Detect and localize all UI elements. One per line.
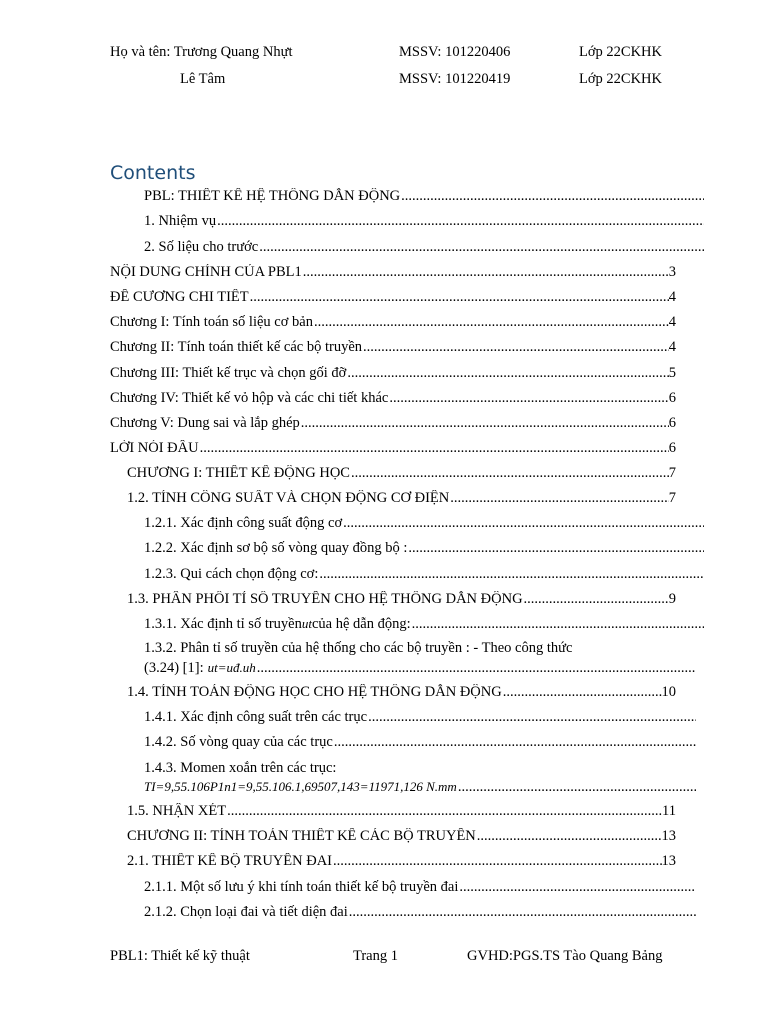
student-class-1: Lớp 22CKHK <box>579 44 662 60</box>
toc-entry[interactable]: Chương I: Tính toán số liệu cơ bản ..... 4 <box>110 314 676 335</box>
toc-entry[interactable]: 1.3.1. Xác định tỉ số truyền ut của hệ dẫn động: ..... <box>144 616 704 637</box>
toc-entry[interactable]: 1.4.1. Xác định công suất trên các trục ..... <box>144 709 696 730</box>
toc-entry[interactable]: 2.1. THIẾT KẾ BỘ TRUYỀN ĐAI ..... 13 <box>127 853 676 874</box>
student-class-2: Lớp 22CKHK <box>579 71 662 87</box>
toc-entry[interactable]: Chương II: Tính toán thiết kế các bộ truyền ..... 4 <box>110 339 676 360</box>
footer-supervisor: GVHD:PGS.TS Tào Quang Bảng <box>467 948 663 964</box>
toc-entry[interactable]: 1. Nhiệm vụ ..... <box>144 213 704 234</box>
toc-entry-line1[interactable]: 1.4.3. Momen xoắn trên các trục: <box>144 760 337 776</box>
toc-entry[interactable]: 1.3. PHÂN PHỐI TỈ SỐ TRUYỀN CHO HỆ THỐNG DẪN ĐỘNG ..... 9 <box>127 591 676 612</box>
toc-entry[interactable]: CHƯƠNG I: THIẾT KẾ ĐỘNG HỌC ..... 7 <box>127 465 676 486</box>
toc-entry[interactable]: 1.2. TÍNH CÔNG SUẤT VÀ CHỌN ĐỘNG CƠ ĐIỆN ..... 7 <box>127 490 676 511</box>
toc-entry[interactable]: 1.5. NHẬN XÉT ..... 11 <box>127 803 676 824</box>
toc-entry[interactable]: 1.2.1. Xác định công suất động cơ ..... <box>144 515 704 536</box>
toc-entry[interactable]: 2.1.1. Một số lưu ý khi tính toán thiết kế bộ truyền đai ..... <box>144 879 696 900</box>
toc-entry[interactable]: 1.2.3. Qui cách chọn động cơ: ..... <box>144 566 704 587</box>
student-id-1: MSSV: 101220406 <box>399 44 511 60</box>
footer-page-number: Trang 1 <box>353 948 398 964</box>
toc-entry[interactable]: NỘI DUNG CHÍNH CỦA PBL1 ..... 3 <box>110 264 676 285</box>
contents-heading: Contents <box>110 162 196 184</box>
footer-course: PBL1: Thiết kế kỹ thuật <box>110 948 250 964</box>
toc-entry-line1[interactable]: 1.3.2. Phân tỉ số truyền của hệ thống cho các bộ truyền : - Theo công thức <box>144 640 573 656</box>
toc-entry[interactable]: Chương V: Dung sai và lắp ghép ..... 6 <box>110 415 676 436</box>
toc-entry[interactable]: LỜI NÓI ĐẦU ..... 6 <box>110 440 676 461</box>
header-row-2 <box>0 71 768 91</box>
toc-entry[interactable]: CHƯƠNG II: TÍNH TOÁN THIẾT KẾ CÁC BỘ TRUYỀN ..... 13 <box>127 828 676 849</box>
toc-entry[interactable]: TI=9,55.106P1n1=9,55.106.1,69507,143=11971,126 N.mm ..... <box>144 779 696 800</box>
toc-entry[interactable]: Chương IV: Thiết kế vỏ hộp và các chi tiết khác ..... 6 <box>110 390 676 411</box>
toc-entry[interactable]: 1.2.2. Xác định sơ bộ số vòng quay đồng bộ : ..... <box>144 540 704 561</box>
toc-entry[interactable]: (3.24) [1]: ut=uđ.uh ..... <box>144 660 696 681</box>
toc-entry[interactable]: PBL: THIẾT KẾ HỆ THỐNG DẪN ĐỘNG ..... <box>144 188 704 209</box>
toc-entry[interactable]: 1.4.2. Số vòng quay của các trục ..... <box>144 734 696 755</box>
toc-entry[interactable]: 2. Số liệu cho trước ..... <box>144 239 704 260</box>
toc-entry[interactable]: ĐỀ CƯƠNG CHI TIẾT ..... 4 <box>110 289 676 310</box>
toc-entry[interactable]: 2.1.2. Chọn loại đai và tiết diện đai ..... <box>144 904 696 925</box>
toc-entry[interactable]: 1.4. TÍNH TOÁN ĐỘNG HỌC CHO HỆ THỐNG DẪN ĐỘNG ..... 10 <box>127 684 676 705</box>
student-id-2: MSSV: 101220419 <box>399 71 511 87</box>
toc-entry[interactable]: Chương III: Thiết kế trục và chọn gối đỡ ..... 5 <box>110 365 676 386</box>
student-name-2: Lê Tâm <box>180 71 226 87</box>
student-name-1: Họ và tên: Trương Quang Nhựt <box>110 44 293 60</box>
header-row-1 <box>0 44 768 64</box>
